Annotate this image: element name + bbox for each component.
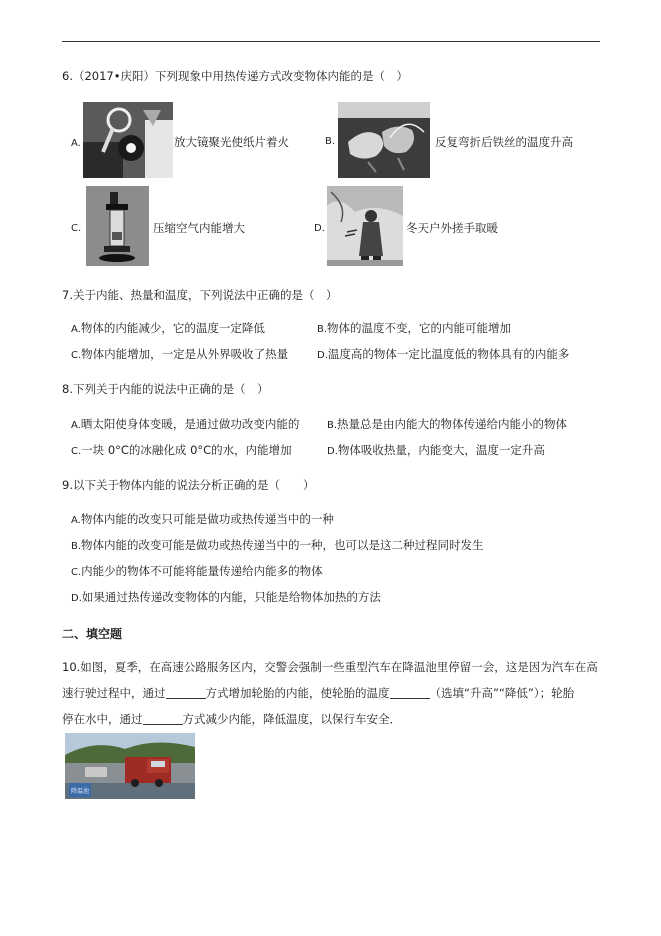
- q7-option-a-letter: A.: [71, 324, 81, 335]
- q9-option-d-letter: D.: [71, 593, 82, 604]
- q9-option-d-text: 如果通过热传递改变物体的内能，只能是给物体加热的方法: [81, 590, 381, 604]
- q7-option-c-text: 物体内能增加，一定是从外界吸收了热量: [81, 347, 289, 361]
- q7-option-c-letter: C.: [71, 350, 82, 361]
- q6-stem: 6.（2017•庆阳）下列现象中用热传递方式改变物体内能的是（ ）: [62, 69, 409, 83]
- q9-option-a: [71, 511, 334, 529]
- q9-option-c: [71, 563, 323, 581]
- q8-option-a: [71, 416, 299, 434]
- q8-option-a-text: 晒太阳使身体变暖，是通过做功改变内能的: [80, 417, 300, 431]
- photo-sign-text: 降温池: [70, 788, 90, 795]
- q9-option-a-letter: A.: [71, 515, 81, 526]
- header-rule: [62, 41, 600, 42]
- q9-option-c-text: 内能少的物体不可能将能量传递给内能多的物体: [81, 564, 323, 578]
- q7-option-d: [317, 346, 569, 364]
- q9-option-b-text: 物体内能的改变可能是做功或热传递当中的一种，也可以是这二种过程同时发生: [81, 538, 484, 552]
- truck-cooling-pool-photo-icon: [65, 733, 195, 799]
- q8-option-c-text: 一块 0°C的冰融化成 0°C的水，内能增加: [81, 443, 292, 457]
- q7-option-a-text: 物体的内能减少，它的温度一定降低: [80, 321, 265, 335]
- bending-wire-photo-icon: [338, 102, 430, 178]
- q8-stem: 8.下列关于内能的说法中正确的是（ ）: [62, 382, 269, 396]
- q8-option-c-letter: C.: [71, 446, 82, 457]
- q10-line1: 10.如图，夏季，在高速公路服务区内，交警会强制一些重型汽车在降温池里停留一会，这是因为汽车在高: [62, 660, 598, 674]
- section-title: 二、填空题: [62, 627, 123, 641]
- q10-line3-a: 停在水中，通过: [62, 712, 143, 726]
- q8-option-c: [71, 442, 292, 460]
- q9-stem: 9.以下关于物体内能的说法分析正确的是（ ）: [62, 478, 315, 492]
- answer-blank-3[interactable]: [143, 712, 183, 725]
- q7-stem: 7.关于内能、热量和温度，下列说法中正确的是（ ）: [62, 288, 338, 302]
- q7-option-c: [71, 346, 288, 364]
- q8-option-a-letter: A.: [71, 420, 81, 431]
- q7-option-a: [71, 320, 265, 338]
- q10-line2-b: 方式增加轮胎的内能，使轮胎的温度: [205, 686, 390, 700]
- q8-option-d-text: 物体吸收热量，内能变大，温度一定升高: [337, 443, 545, 457]
- q9-option-a-text: 物体内能的改变只可能是做功或热传递当中的一种: [80, 512, 334, 526]
- rubbing-hands-photo-icon: [327, 186, 403, 266]
- q7-option-b: [317, 320, 511, 338]
- q7-option-b-text: 物体的温度不变，它的内能可能增加: [327, 321, 512, 335]
- q10-line2: [62, 685, 574, 701]
- q10-line3-b: 方式减少内能，降低温度，以保行车安全．: [182, 712, 401, 726]
- q6-option-c-text: 压缩空气内能增大: [153, 221, 245, 235]
- answer-blank-2[interactable]: [390, 686, 430, 699]
- q7-option-d-letter: D.: [317, 350, 328, 361]
- q10-line3: [62, 711, 401, 727]
- q8-option-d-letter: D.: [327, 446, 338, 457]
- q10-line2-a: 速行驶过程中，通过: [62, 686, 166, 700]
- q6-option-d-text: 冬天户外搓手取暖: [406, 221, 498, 235]
- q6-option-b-letter: B.: [325, 136, 336, 147]
- q9-option-d: [71, 589, 381, 607]
- answer-blank-1[interactable]: [166, 686, 206, 699]
- q8-option-b-text: 热量总是由内能大的物体传递给内能小的物体: [337, 417, 568, 431]
- q9-option-b: [71, 537, 484, 555]
- q6-option-b-text: 反复弯折后铁丝的温度升高: [435, 135, 573, 149]
- magnifier-photo-icon: [83, 102, 173, 178]
- q8-option-d: [327, 442, 545, 460]
- q7-option-d-text: 温度高的物体一定比温度低的物体具有的内能多: [327, 347, 570, 361]
- q6-option-a-text: 放大镜聚光使纸片着火: [174, 135, 289, 149]
- q8-option-b: [327, 416, 567, 434]
- q6-option-d-letter: D.: [314, 223, 325, 234]
- q10-line2-c: （选填“升高”“降低”）；轮胎: [429, 686, 575, 700]
- q9-option-c-letter: C.: [71, 567, 82, 578]
- air-compression-photo-icon: [86, 186, 149, 266]
- q9-option-b-letter: B.: [71, 541, 82, 552]
- q6-option-c-letter: C.: [71, 223, 82, 234]
- q6-option-a-letter: A.: [71, 138, 81, 149]
- q8-option-b-letter: B.: [327, 420, 338, 431]
- q7-option-b-letter: B.: [317, 324, 328, 335]
